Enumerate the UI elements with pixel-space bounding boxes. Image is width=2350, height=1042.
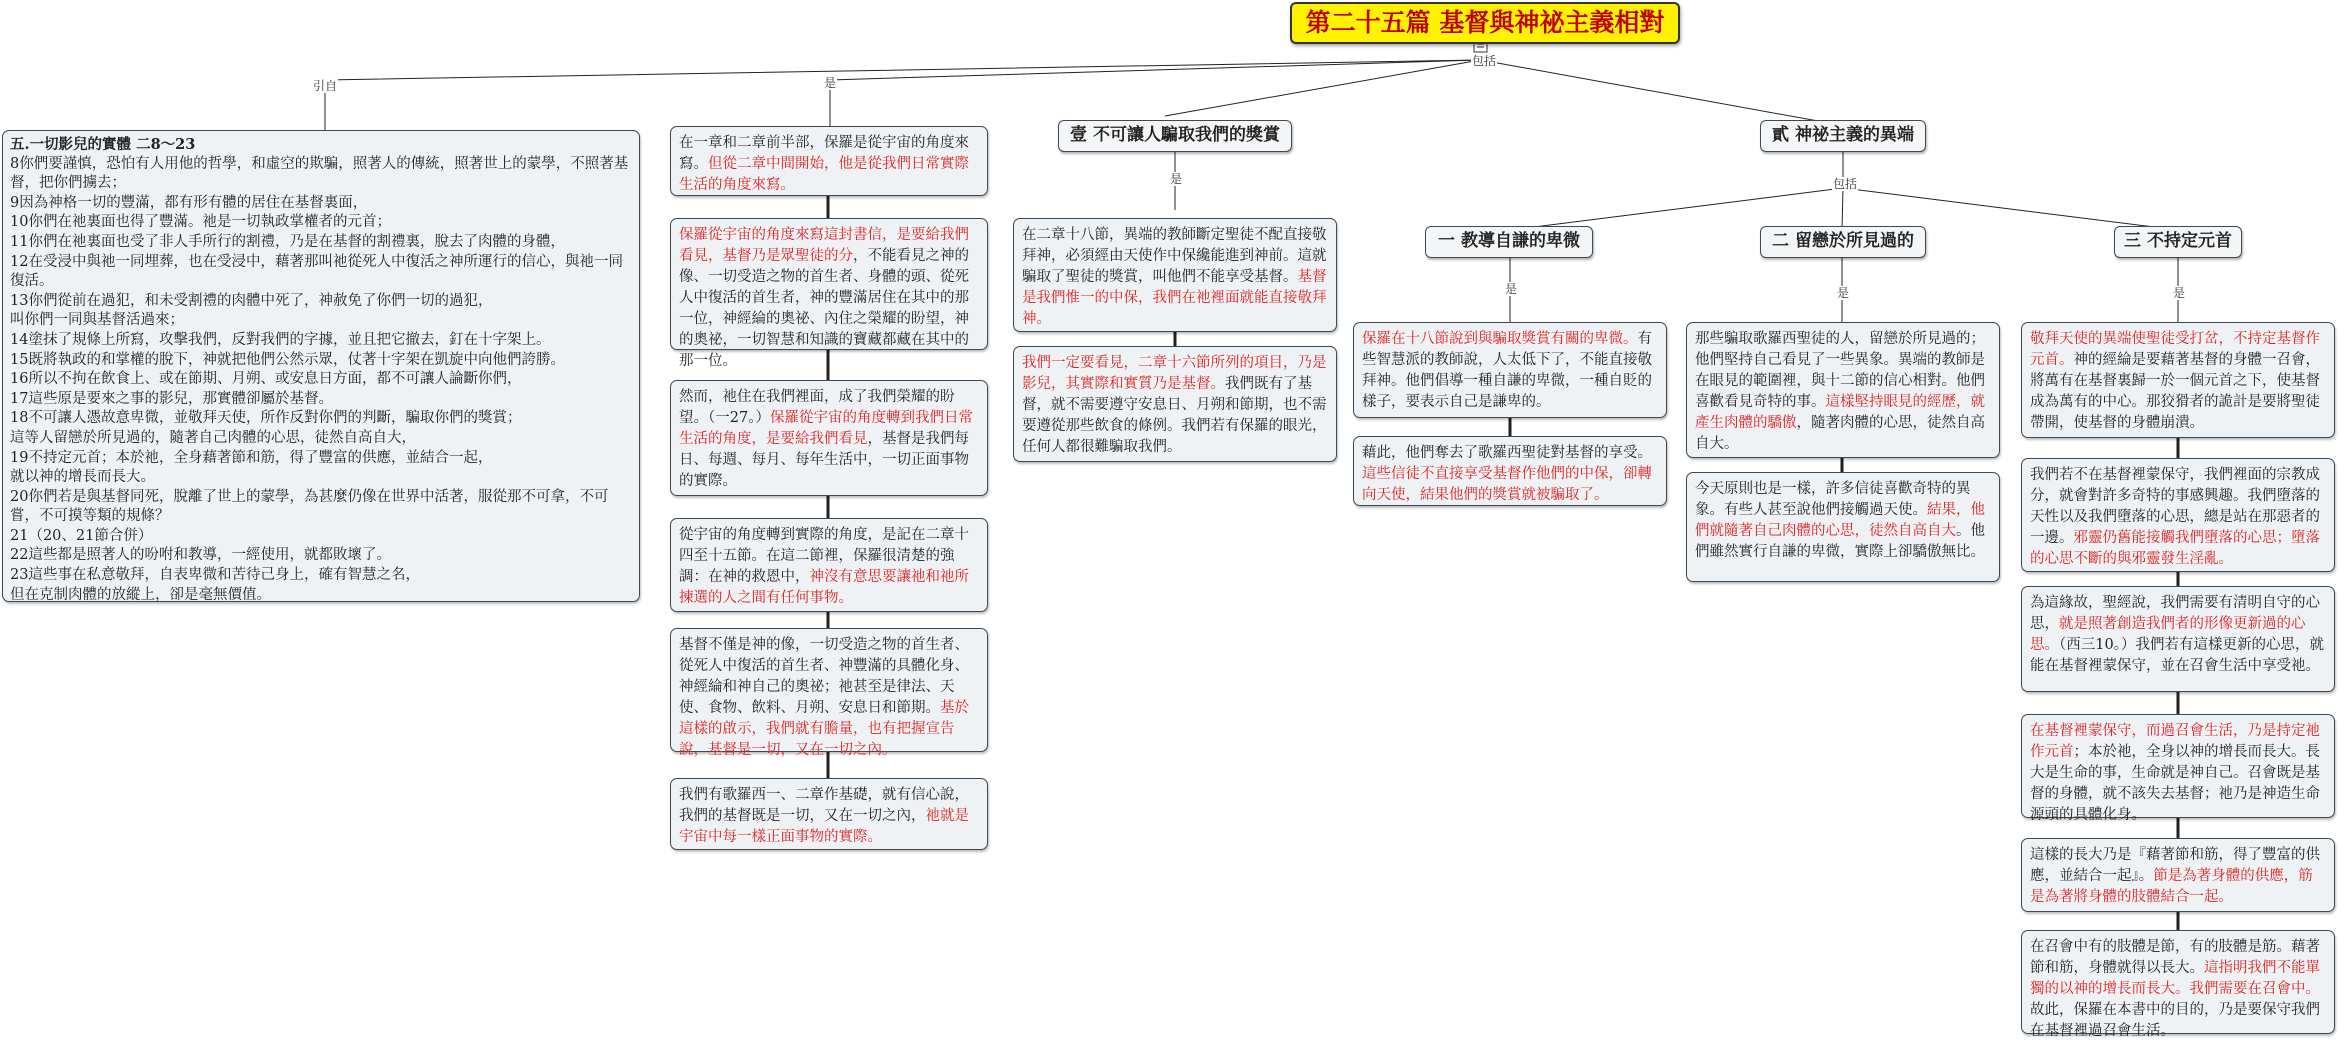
- label-baokuo-2: 包括: [1833, 177, 1858, 191]
- colB-box-1[interactable]: [1686, 322, 2000, 458]
- scripture-line: 8你們要謹慎，恐怕有人用他的哲學，和虛空的欺騙，照著人的傳統，照著世上的蒙學，不照著基督，把你們擄去；: [10, 155, 629, 192]
- emphasis-text: 就是照著創造我們者的形像更新過的心思。: [2030, 616, 2306, 653]
- scripture-line: 11你們在祂裏面也受了非人手所行的割禮，乃是在基督的割禮裏，脫去了肉體的身體，: [10, 233, 565, 250]
- colA-box-1[interactable]: [1353, 322, 1667, 418]
- body-text: 。他們雖然實行自謙的卑微，實際上卻驕傲無比。: [1695, 523, 1985, 560]
- body-text: 然而，祂住在我們裡面，成了我們榮耀的盼望。（一27。）: [679, 389, 955, 426]
- column1-box-5[interactable]: [670, 628, 988, 758]
- label-shi-4: 是: [1837, 286, 1850, 300]
- scripture-box[interactable]: [2, 130, 640, 602]
- label-shi-2: 是: [1170, 172, 1183, 186]
- emphasis-text: 邪靈仍舊能接觸我們墮落的心思；墮落的心思不斷的與邪靈發生淫亂。: [2030, 530, 2320, 567]
- colC-box-1[interactable]: [2021, 322, 2335, 438]
- mindmap-title[interactable]: 第二十五篇 基督與神祕主義相對: [1290, 2, 1680, 44]
- scripture-line: 14塗抹了規條上所寫，攻擊我們，反對我們的字據，並且把它撤去，釘在十字架上。: [10, 331, 551, 348]
- body-text: 我們既有了基督，就不需要遵守安息日、月朔和節期，也不需要遵從那些飲食的條例。我們若有保羅的眼光，任何人都很難騙取我們。: [1022, 376, 1327, 455]
- emphasis-text: 神沒有意思要讓祂和祂所揀選的人之間有任何事物。: [679, 569, 969, 606]
- emphasis-text: 基督是我們惟一的中保，我們在祂裡面就能直接敬拜神。: [1022, 269, 1327, 327]
- header-self-humility[interactable]: 一 教導自謙的卑微: [1425, 226, 1593, 258]
- scripture-line: 9因為神格一切的豐滿，都有形有體的居住在基督裏面，: [10, 194, 368, 211]
- body-text: 這樣的長大乃是『藉著節和筋，得了豐富的供應，並結合一起』。: [2030, 847, 2320, 884]
- emphasis-text: 基於這樣的啟示，我們就有膽量，也有把握宣告說，基督是一切，又在一切之內。: [679, 700, 969, 758]
- emphasis-text: 結果，他們就隨著自己肉體的心思，徒然自高自大: [1695, 502, 1985, 539]
- emphasis-text: 節是為著身體的供應，筋是為著將身體的肢體結合一起。: [2030, 868, 2313, 905]
- body-text: 今天原則也是一樣，許多信徒喜歡奇特的異象。有些人甚至說他們接觸過天使。: [1695, 481, 1971, 518]
- scripture-line: 17這些原是要來之事的影兒，那實體卻屬於基督。: [10, 390, 333, 407]
- body-text: 那些騙取歌羅西聖徒的人，留戀於所見過的；他們堅持自己看見了一些異象。異端的教師是在眼見的範圍裡，與十二節的信心相對。他們喜歡看見奇特的事。: [1695, 331, 1985, 410]
- colC-box-3[interactable]: [2021, 586, 2335, 692]
- scripture-line: 但在克制肉體的放縱上，卻是毫無價值。: [10, 586, 271, 603]
- column2-box-2[interactable]: [1013, 346, 1337, 462]
- colC-box-5[interactable]: [2021, 838, 2335, 912]
- colA-box-2[interactable]: [1353, 436, 1667, 506]
- header-not-holding-head[interactable]: 三 不持定元首: [2114, 226, 2242, 258]
- body-text: 基督不僅是神的像，一切受造之物的首生者、從死人中復活的首生者、神豐滿的具體化身、神經綸和神自己的奧祕；祂甚至是律法、天使、食物、飲料、月朔、安息日和節期。: [679, 637, 969, 716]
- label-shi-5: 是: [2173, 286, 2186, 300]
- scripture-line: 16所以不拘在飲食上、或在節期、月朔、或安息日方面，都不可讓人論斷你們，: [10, 371, 522, 388]
- label-shi-3: 是: [1505, 282, 1518, 296]
- column1-box-4[interactable]: [670, 518, 988, 612]
- emphasis-text: 這些信徒不直接享受基督作他們的中保，卻轉向天使，結果他們的獎賞就被騙取了。: [1362, 466, 1652, 503]
- body-text: ，隨著肉體的心思，徒然自高自大。: [1695, 415, 1985, 452]
- scripture-line: 10你們在祂裏面也得了豐滿。祂是一切執政掌權者的元首；: [10, 214, 391, 231]
- emphasis-text: 在基督裡蒙保守，而過召會生活，乃是持定祂作元首: [2030, 723, 2320, 760]
- body-text: 在一章和二章前半部，保羅是從宇宙的角度來寫。: [679, 135, 969, 172]
- body-text: 從宇宙的角度轉到實際的角度，是記在二章十四至十五節。在這二節裡，保羅很清楚的強調：在神的救恩中，: [679, 527, 969, 585]
- label-yinzi: 引自: [313, 79, 338, 93]
- body-text: （西三10。）我們若有這樣更新的心思，就能在基督裡蒙保守，並在召會生活中享受祂。: [2030, 637, 2324, 674]
- label-shi-1: 是: [824, 76, 837, 90]
- emphasis-text: 但從二章中間開始，他是從我們日常實際生活的角度來寫。: [679, 156, 969, 193]
- body-text: 我們有歌羅西一、二章作基礎，就有信心說，我們的基督既是一切，又在一切之內，: [679, 787, 969, 824]
- scripture-line: 23這些事在私意敬拜，自表卑微和苦待己身上，確有智慧之名，: [10, 567, 420, 584]
- header-heresy-of-mysticism[interactable]: 貳 神祕主義的異端: [1760, 120, 1926, 152]
- body-text: 為這緣故，聖經說，我們需要有清明自守的心思，: [2030, 595, 2320, 632]
- column1-box-2[interactable]: [670, 218, 988, 369]
- scripture-line: 20你們若是與基督同死，脫離了世上的蒙學，為甚麼仍像在世界中活著，服從那不可拿，不可嘗，不可摸等類的規條？: [10, 488, 609, 525]
- scripture-line: 這等人留戀於所見過的，隨著自己肉體的心思，徒然自高自大，: [10, 429, 416, 446]
- scripture-line: 22這些都是照著人的吩咐和教導，一經使用，就都敗壞了。: [10, 547, 391, 564]
- body-text: 我們若不在基督裡蒙保守，我們裡面的宗教成分，就會對許多奇特的事感興趣。我們墮落的天性以及我們墮落的心思，總是站在那惡者的一邊。: [2030, 467, 2320, 546]
- scripture-line: 18不可讓人憑故意卑微，並敬拜天使，所作反對你們的判斷，騙取你們的獎賞；: [10, 410, 522, 427]
- emphasis-text: 這指明我們不能單獨的以神的增長而長大。我們需要在召會中。: [2030, 960, 2320, 997]
- scripture-heading: 五.一切影兒的實體 二8～23: [10, 136, 196, 153]
- emphasis-text: 這樣堅持眼見的經歷，就產生肉體的驕傲: [1695, 394, 1985, 431]
- body-text: 故此，保羅在本書中的目的，乃是要保守我們在基督裡過召會生活。: [2030, 1002, 2320, 1039]
- column1-box-1[interactable]: [670, 126, 988, 196]
- body-text: 神的經綸是要藉著基督的身體一召會，將萬有在基督裏歸一於一個元首之下，使基督成為萬有的中心。那狡猾者的詭計是要將聖徒帶開，使基督的身體崩潰。: [2030, 352, 2320, 431]
- emphasis-text: 祂就是宇宙中每一樣正面事物的實際。: [679, 808, 969, 845]
- scripture-line: 12在受浸中與祂一同埋葬，也在受浸中，藉著那叫祂從死人中復活之神所運行的信心，與祂一同復活。: [10, 253, 623, 290]
- emphasis-text: 敬拜天使的異端使聖徒受打岔，不持定基督作元首。: [2030, 331, 2320, 368]
- column1-box-6[interactable]: [670, 778, 988, 850]
- colC-box-4[interactable]: [2021, 714, 2335, 823]
- body-text: 有些智慧派的教師說，人太低下了，不能直接敬拜神。他們倡導一種自謙的卑微，一種自貶的樣子，要表示自己是謙卑的。: [1362, 331, 1652, 410]
- label-baokuo-1: 包括: [1472, 54, 1497, 68]
- body-text: 在二章十八節，異端的教師斷定聖徒不配直接敬拜神，必須經由天使作中保纔能進到神前。這就騙取了聖徒的獎賞，叫他們不能享受基督。: [1022, 227, 1327, 285]
- header-not-be-defrauded[interactable]: 壹 不可讓人騙取我們的獎賞: [1058, 120, 1292, 152]
- colB-box-2[interactable]: [1686, 472, 2000, 582]
- scripture-line: 就以神的增長而長大。: [10, 469, 155, 486]
- body-text: ，不能看見之神的像、一切受造之物的首生者、身體的頭、從死人中復活的首生者，神的豐滿居住在其中的那一位，神經綸的奧祕、內住之榮耀的盼望，神的奧祕，一切智慧和知識的寶藏都藏在其中的那一位。: [679, 248, 969, 369]
- emphasis-text: 保羅在十八節說到與騙取獎賞有關的卑微。: [1362, 331, 1638, 347]
- scripture-line: 21（20、21節合併）: [10, 527, 153, 544]
- scripture-line: 19不持定元首；本於祂，全身藉著節和筋，得了豐富的供應，並結合一起，: [10, 449, 493, 466]
- emphasis-text: 保羅從宇宙的角度轉到我們日常生活的角度，是要給我們看見: [679, 410, 973, 447]
- body-text: 在召會中有的肢體是節，有的肢體是筋。藉著節和筋，身體就得以長大。: [2030, 939, 2320, 976]
- scripture-line: 叫你們一同與基督活過來；: [10, 312, 184, 329]
- emphasis-text: 我們一定要看見，二章十六節所列的項目，乃是影兒，其實際和實質乃是基督。: [1022, 355, 1327, 392]
- header-dwelling-on-seen[interactable]: 二 留戀於所見過的: [1760, 226, 1926, 258]
- body-text: ，基督是我們每日、每週、每月、每年生活中，一切正面事物的實際。: [679, 431, 969, 489]
- column2-box-1[interactable]: [1013, 218, 1337, 332]
- scripture-line: 15既將執政的和掌權的脫下，神就把他們公然示眾，仗著十字架在凱旋中向他們誇勝。: [10, 351, 565, 368]
- body-text: ；本於祂，全身以神的增長而長大。長大是生命的事，生命就是神自己。召會既是基督的身體，就不該失去基督；祂乃是神造生命源頭的具體化身。: [2030, 744, 2320, 823]
- colC-box-6[interactable]: [2021, 930, 2335, 1039]
- column1-box-3[interactable]: [670, 380, 988, 496]
- colC-box-2[interactable]: [2021, 458, 2335, 572]
- emphasis-text: 保羅從宇宙的角度來寫這封書信，是要給我們看見，基督乃是眾聖徒的分: [679, 227, 969, 264]
- scripture-line: 13你們從前在過犯，和未受割禮的肉體中死了，神赦免了你們一切的過犯，: [10, 292, 493, 309]
- body-text: 藉此，他們奪去了歌羅西聖徒對基督的享受。: [1362, 445, 1652, 461]
